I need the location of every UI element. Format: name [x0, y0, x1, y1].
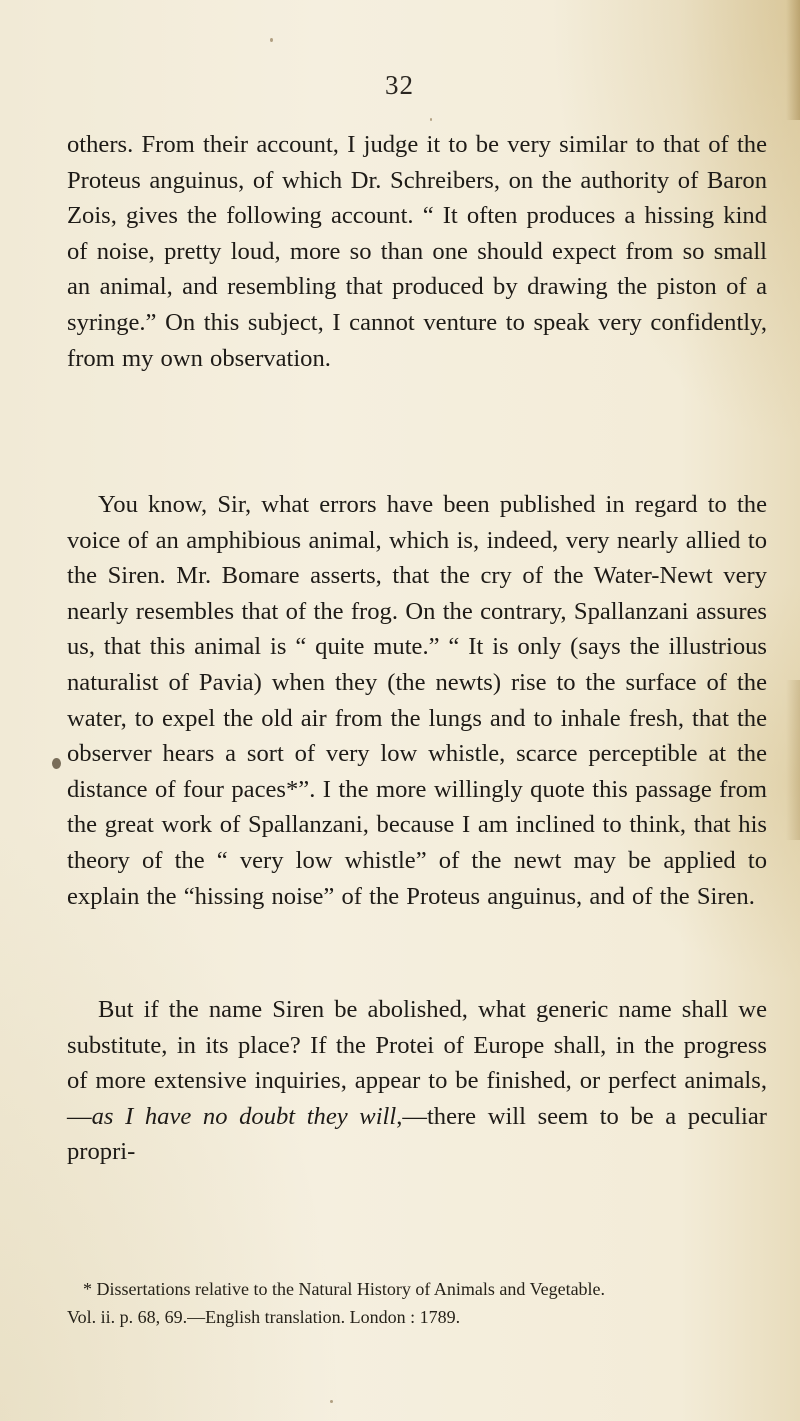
paragraph-3-text-end: ,—there will seem to be a peculiar propri- [67, 1102, 767, 1166]
paragraph-3-italic-text: as I have no doubt they will [91, 1102, 397, 1130]
page-edge-stain [786, 680, 800, 840]
footnote-line-2: Vol. ii. p. 68, 69.—English translation. London : 1789. [67, 1307, 461, 1327]
paragraph-1-text: others. From their account, I judge it to be very similar to that of the Proteus anguinus, of which Dr. Schreibers, on the authority of Baron Zois, gives the following account. “ It often produces a hissing kind of noise, pretty loud, more so than one should expect from so small an animal, and resembling that produced by drawing the piston of a syringe.” On this subject, I cannot venture to speak very confidently, from my own observation. [67, 131, 767, 372]
paragraph-2-text: You know, Sir, what errors have been published in regard to the voice of an amphibious animal, which is, indeed, very nearly allied to the Siren. Mr. Bomare asserts, that the cry of the Water-Newt very nearly resembles that of the frog. On the contrary, Spallanzani assures us, that this animal is “ quite mute.” “ It is only (says the illustrious naturalist of Pavia) when they (the newts) rise to the surface of the water, to expel the old air from the lungs and to inhale fresh, that the observer hears a sort of very low whistle, scarce perceptible at the distance of four paces*”. I the more willingly quote this passage from the great work of Spallanzani, because I am inclined to think, that his theory of the “ very low whistle” of the newt may be applied to explain the “hissing noise” of the Proteus anguinus, and of the Siren. [67, 491, 767, 910]
page-edge-stain [786, 0, 800, 120]
paper-speck [330, 1400, 333, 1403]
paper-speck [52, 758, 61, 769]
footnote-line-1: * Dissertations relative to the Natural History of Animals and Vegetable. [83, 1279, 606, 1299]
paper-speck [270, 38, 273, 42]
paragraph-2 [67, 487, 767, 914]
paper-speck [430, 118, 432, 121]
footnote [67, 1275, 767, 1331]
paragraph-3-text-start: But if the name Siren be abolished, what generic name shall we substitute, in its place? If the Protei of Europe shall, in the progress of more extensive inquiries, appear to be finished, or perfect animals,— [67, 996, 767, 1130]
page-number: 32 [385, 70, 414, 100]
paragraph-1 [67, 127, 767, 376]
paragraph-3 [67, 992, 767, 1170]
